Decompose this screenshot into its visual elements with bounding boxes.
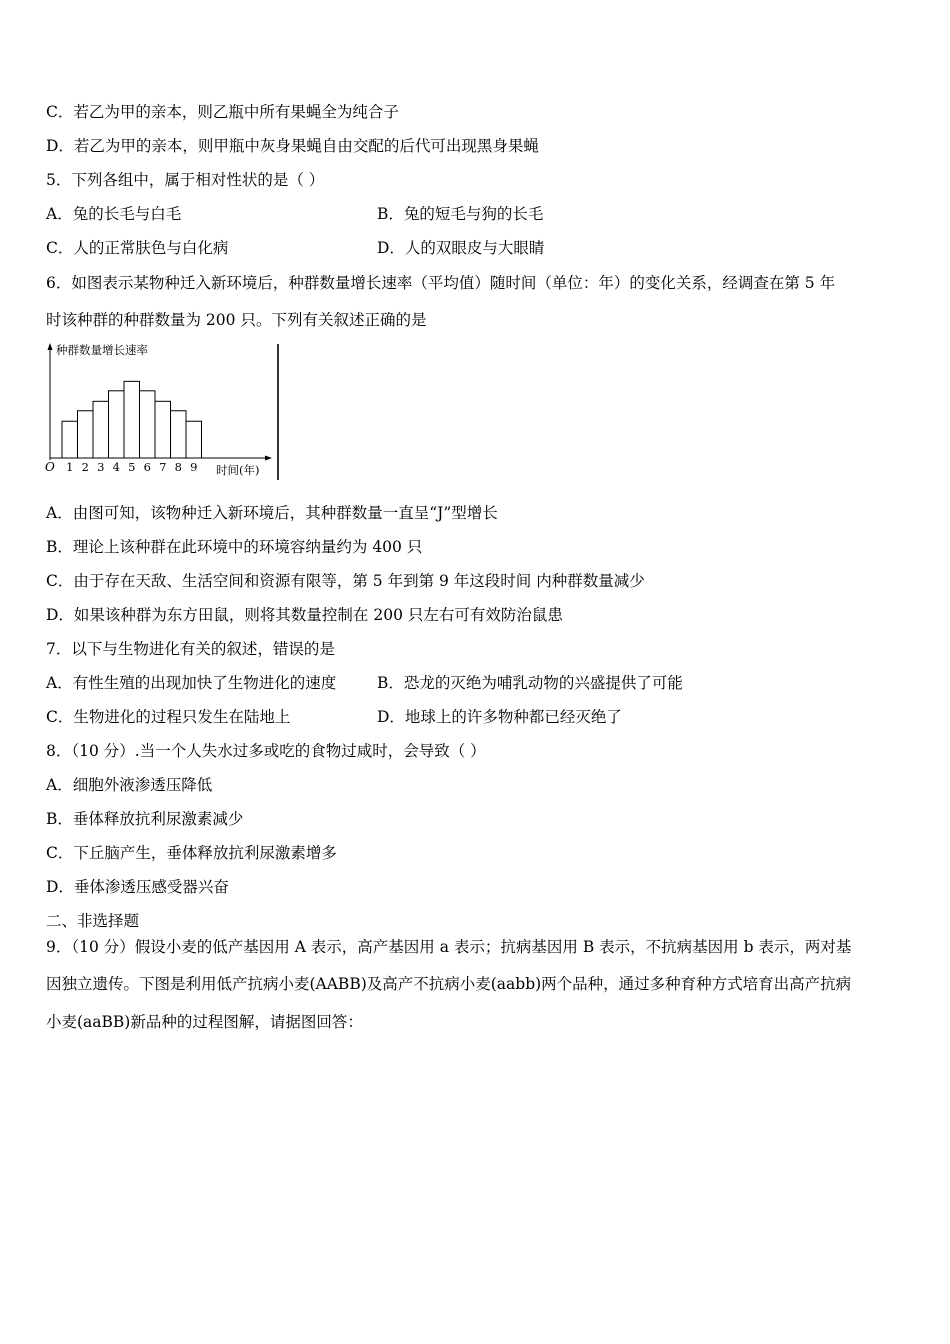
- q6-stem-line2: 时该种群的种群数量为 200 只。下列有关叙述正确的是: [46, 311, 427, 329]
- bar-year-2: [78, 411, 94, 458]
- section-title: 二、非选择题: [46, 912, 140, 930]
- x-tick-label: 9: [190, 460, 198, 474]
- q6-option-c: C．由于存在天敌、生活空间和资源有限等，第 5 年到第 9 年这段时间 内种群数量减少: [46, 572, 645, 590]
- x-tick-label: 8: [174, 460, 182, 474]
- q5-option-c: C．人的正常肤色与白化病: [46, 239, 229, 257]
- growth-rate-bar-chart: [40, 340, 290, 480]
- q4-option-d: D．若乙为甲的亲本，则甲瓶中灰身果蝇自由交配的后代可出现黑身果蝇: [46, 137, 539, 155]
- q5-option-a: A．兔的长毛与白毛: [46, 205, 182, 223]
- q8-option-a: A．细胞外液渗透压降低: [46, 776, 213, 794]
- bar-year-6: [140, 391, 156, 458]
- y-axis-arrow: [48, 343, 53, 350]
- origin-label: O: [45, 460, 55, 474]
- q7-stem: 7．以下与生物进化有关的叙述，错误的是: [46, 640, 335, 658]
- x-tick-label: 6: [143, 460, 151, 474]
- bar-year-5: [124, 381, 140, 458]
- q7-option-b: B．恐龙的灭绝为哺乳动物的兴盛提供了可能: [377, 674, 683, 692]
- q9-line3: 小麦(aaBB)新品种的过程图解，请据图回答：: [46, 1013, 363, 1031]
- bar-year-1: [62, 421, 78, 458]
- bar-year-7: [155, 401, 171, 458]
- x-tick-label: 7: [159, 460, 167, 474]
- q6-option-b: B．理论上该种群在此环境中的环境容纳量约为 400 只: [46, 538, 423, 556]
- q5-option-d: D．人的双眼皮与大眼睛: [377, 239, 545, 257]
- q6-option-a: A．由图可知，该物种迁入新环境后，其种群数量一直呈“J”型增长: [46, 504, 498, 522]
- x-axis-label: 时间(年): [216, 463, 260, 477]
- q7-option-c: C．生物进化的过程只发生在陆地上: [46, 708, 291, 726]
- q8-stem: 8．（10 分）.当一个人失水过多或吃的食物过咸时，会导致（ ）: [46, 742, 486, 760]
- bar-year-3: [93, 401, 109, 458]
- q7-option-a: A．有性生殖的出现加快了生物进化的速度: [46, 674, 337, 692]
- x-tick-label: 3: [97, 460, 105, 474]
- x-axis-arrow: [265, 456, 272, 461]
- q4-option-c: C．若乙为甲的亲本，则乙瓶中所有果蝇全为纯合子: [46, 103, 399, 121]
- q6-option-d: D．如果该种群为东方田鼠，则将其数量控制在 200 只左右可有效防治鼠患: [46, 606, 563, 624]
- bar-year-4: [109, 391, 125, 458]
- bar-year-9: [186, 421, 202, 458]
- q6-stem-line1: 6．如图表示某物种迁入新环境后，种群数量增长速率（平均值）随时间（单位：年）的变化关系，经调查在第 5 年: [46, 274, 836, 292]
- q5-option-b: B．兔的短毛与狗的长毛: [377, 205, 544, 223]
- x-tick-label: 4: [112, 460, 120, 474]
- q7-option-d: D．地球上的许多物种都已经灭绝了: [377, 708, 622, 726]
- q8-option-b: B．垂体释放抗利尿激素减少: [46, 810, 244, 828]
- q9-line2: 因独立遗传。下图是利用低产抗病小麦(AABB)及高产不抗病小麦(aabb)两个品种，通过多种育种方式培育出高产抗病: [46, 975, 852, 993]
- q8-option-d: D．垂体渗透压感受器兴奋: [46, 878, 229, 896]
- y-axis-label: 种群数量增长速率: [56, 343, 148, 357]
- bar-year-8: [171, 411, 187, 458]
- q5-stem: 5．下列各组中，属于相对性状的是（ ）: [46, 171, 325, 189]
- x-tick-label: 2: [81, 460, 89, 474]
- q9-line1: 9．（10 分）假设小麦的低产基因用 A 表示，高产基因用 a 表示；抗病基因用 B 表示，不抗病基因用 b 表示，两对基: [46, 938, 852, 956]
- q8-option-c: C．下丘脑产生，垂体释放抗利尿激素增多: [46, 844, 337, 862]
- x-tick-label: 5: [128, 460, 136, 474]
- x-tick-label: 1: [66, 460, 74, 474]
